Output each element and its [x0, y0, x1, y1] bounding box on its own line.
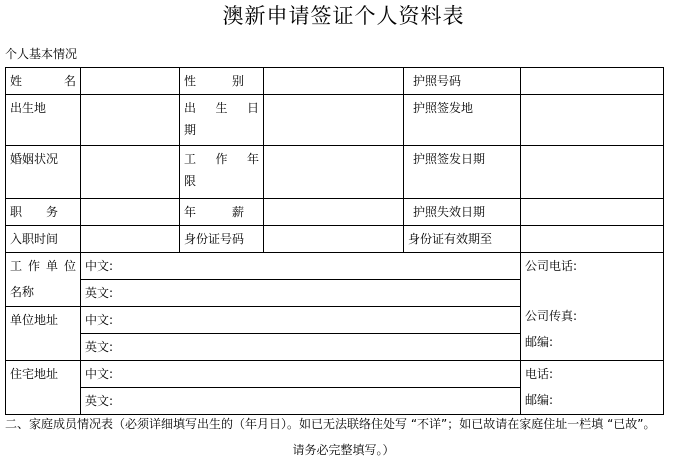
label-passport-place: 护照签发地	[404, 95, 521, 146]
personal-info-table	[5, 67, 664, 415]
label-home-postcode: 邮编:	[525, 393, 554, 407]
label-position: 职 务	[6, 199, 81, 226]
label-work-unit-name: 工 作 单 位 名称	[6, 253, 81, 307]
label-gender: 性 别	[180, 68, 264, 95]
page-title: 澳新申请签证个人资料表	[222, 4, 465, 28]
label-birthplace: 出生地	[6, 95, 81, 146]
family-section-note-2: 请务必完整填写。）	[292, 443, 395, 457]
field-name[interactable]	[81, 68, 180, 95]
field-home-addr-cn[interactable]: 中文:	[81, 361, 521, 388]
label-join-date: 入职时间	[6, 226, 81, 253]
label-name: 姓 名	[6, 68, 81, 95]
field-marital[interactable]	[81, 146, 180, 199]
company-contact-cell	[521, 253, 664, 361]
field-passport-expiry[interactable]	[521, 199, 664, 226]
field-join-date[interactable]	[81, 226, 180, 253]
field-salary[interactable]	[264, 199, 404, 226]
label-company-postcode: 邮编:	[525, 335, 554, 349]
field-birth-date[interactable]	[264, 95, 404, 146]
field-position[interactable]	[81, 199, 180, 226]
field-unit-name-en[interactable]: 英文:	[81, 280, 521, 307]
family-section-note: 二、家庭成员情况表（必须详细填写出生的（年月日）。如已无法联络住处写 “不详”；如已故请在家庭住址一栏填 “已故”。	[5, 417, 656, 431]
field-id-expiry[interactable]	[521, 226, 664, 253]
field-birthplace[interactable]	[81, 95, 180, 146]
field-unit-addr-cn[interactable]: 中文:	[81, 307, 521, 334]
field-gender[interactable]	[264, 68, 404, 95]
label-id-expiry: 身份证有效期至	[404, 226, 521, 253]
field-passport-place[interactable]	[521, 95, 664, 146]
label-company-phone: 公司电话:	[525, 259, 578, 273]
label-passport-expiry: 护照失效日期	[404, 199, 521, 226]
label-id-no: 身份证号码	[180, 226, 264, 253]
label-marital: 婚姻状况	[6, 146, 81, 199]
label-salary: 年 薪	[180, 199, 264, 226]
field-passport-no[interactable]	[521, 68, 664, 95]
label-home-address: 住宅地址	[6, 361, 81, 415]
label-company-fax: 公司传真:	[525, 309, 578, 323]
home-contact-cell	[521, 361, 664, 415]
label-birth-date: 出 生 日 期	[180, 95, 264, 146]
field-work-years[interactable]	[264, 146, 404, 199]
label-unit-address: 单位地址	[6, 307, 81, 361]
label-home-phone: 电话:	[525, 367, 554, 381]
field-unit-addr-en[interactable]: 英文:	[81, 334, 521, 361]
label-work-years: 工 作 年 限	[180, 146, 264, 199]
label-passport-no: 护照号码	[404, 68, 521, 95]
field-home-addr-en[interactable]: 英文:	[81, 388, 521, 415]
field-id-no[interactable]	[264, 226, 404, 253]
label-passport-date: 护照签发日期	[404, 146, 521, 199]
field-passport-date[interactable]	[521, 146, 664, 199]
section-heading-personal: 个人基本情况	[5, 47, 78, 61]
field-unit-name-cn[interactable]: 中文:	[81, 253, 521, 280]
